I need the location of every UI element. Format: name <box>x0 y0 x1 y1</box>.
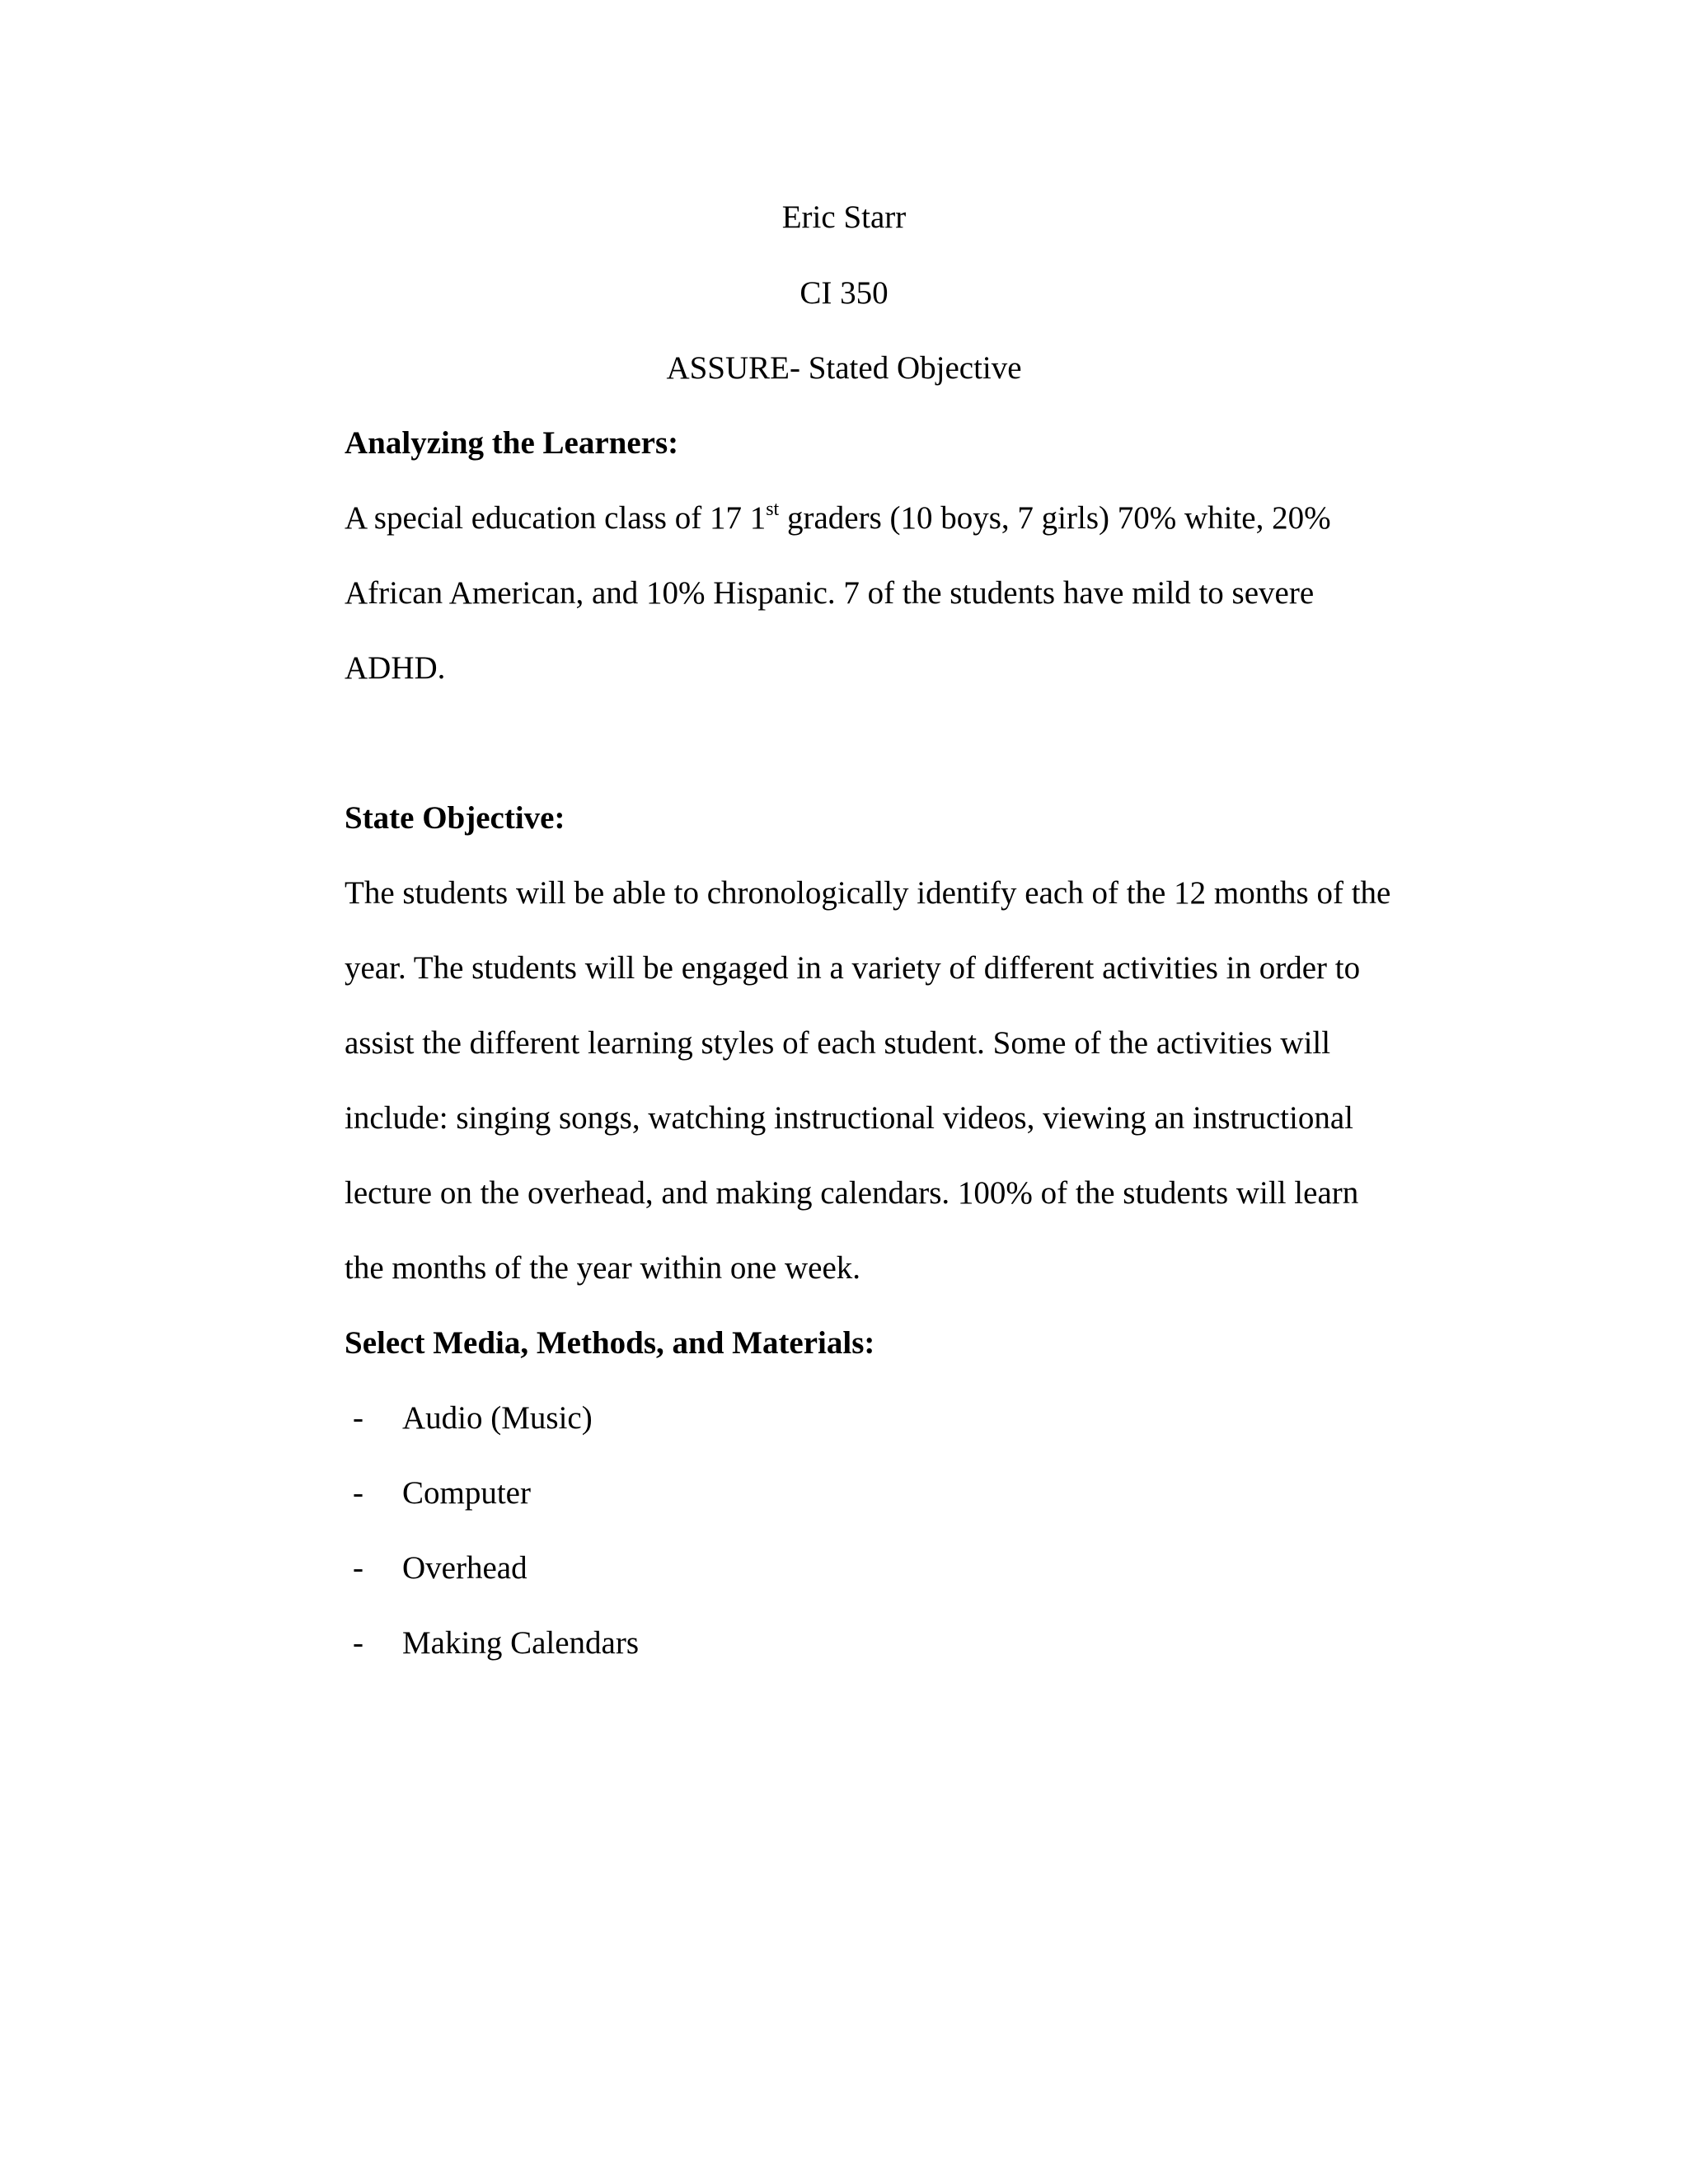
objective-heading: State Objective: <box>345 800 565 836</box>
analyzing-line-1-post: graders (10 boys, 7 girls) 70% white, 20% <box>779 500 1331 536</box>
bullet-marker: - <box>353 1475 363 1511</box>
ordinal-suffix: st <box>766 499 780 520</box>
bullet-marker: - <box>353 1625 363 1661</box>
list-item-text: Computer <box>402 1475 531 1511</box>
analyzing-line-2: African American, and 10% Hispanic. 7 of the students have mild to severe <box>345 575 1315 611</box>
list-item-text: Overhead <box>402 1550 528 1586</box>
objective-line: lecture on the overhead, and making calendars. 100% of the students will learn <box>345 1175 1359 1211</box>
objective-line: assist the different learning styles of each student. Some of the activities will <box>345 1025 1331 1061</box>
analyzing-line-3: ADHD. <box>345 650 446 686</box>
document-title: ASSURE- Stated Objective <box>666 350 1022 386</box>
objective-line: The students will be able to chronologically identify each of the 12 months of the <box>345 875 1391 911</box>
analyzing-line-1-pre: A special education class of 17 1 <box>345 500 767 536</box>
bullet-marker: - <box>353 1400 363 1436</box>
bullet-marker: - <box>353 1550 363 1586</box>
analyzing-heading: Analyzing the Learners: <box>345 425 679 461</box>
author-name: Eric Starr <box>781 199 907 235</box>
objective-line: the months of the year within one week. <box>345 1250 860 1286</box>
materials-heading: Select Media, Methods, and Materials: <box>345 1325 875 1361</box>
course-code: CI 350 <box>799 275 889 311</box>
objective-line: year. The students will be engaged in a variety of different activities in order to <box>345 950 1361 986</box>
list-item-text: Audio (Music) <box>402 1400 593 1436</box>
list-item-text: Making Calendars <box>402 1625 640 1661</box>
objective-line: include: singing songs, watching instructional videos, viewing an instructional <box>345 1100 1353 1136</box>
analyzing-line-1 <box>345 499 1331 537</box>
